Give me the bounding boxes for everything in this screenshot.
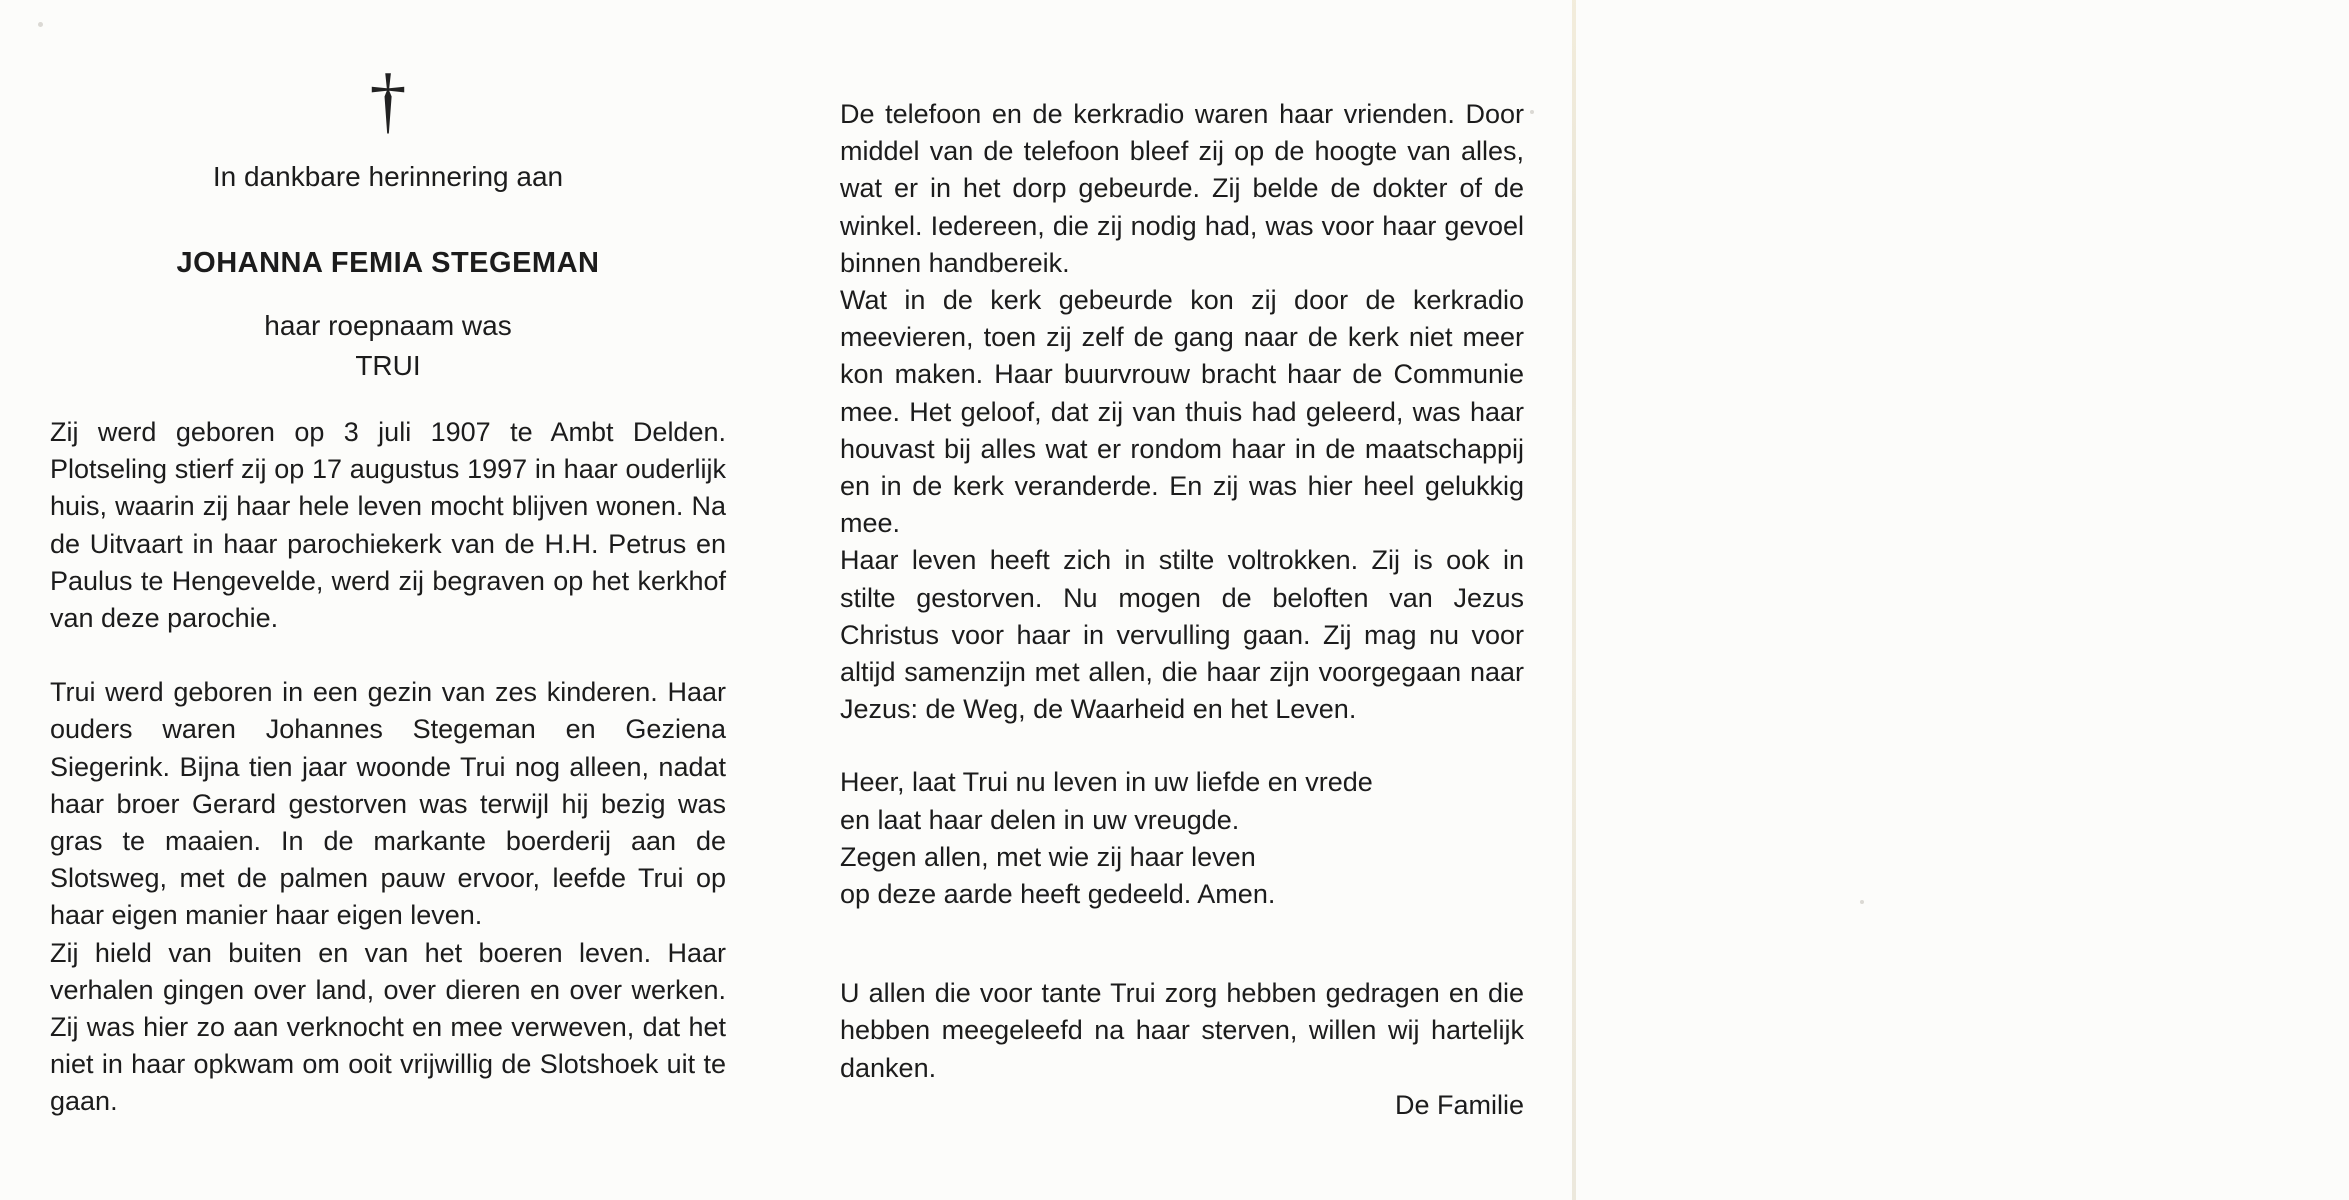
cross-icon: †: [369, 60, 407, 142]
card-fold-line: [1572, 0, 1576, 1200]
right-column: [840, 96, 1524, 1124]
prayer-line-2: en laat haar delen in uw vreugde.: [840, 804, 1240, 835]
right-paragraph-2: Wat in de kerk gebeurde kon zij door de kerkradio meevieren, toen zij zelf de gang naar de kerk niet meer kon maken. Haar buurvrouw bracht haar de Communie mee. Het geloof, dat zij van thuis had geleerd, was haar houvast bij alles wat er rondom haar in de maatschappij en in de kerk veranderde. En zij was hier heel gelukkig mee.: [840, 285, 1524, 539]
family-signature: De Familie: [1394, 1089, 1524, 1120]
scan-speck: [1530, 110, 1534, 114]
prayer-line-4: op deze aarde heeft gedeeld. Amen.: [840, 879, 1276, 910]
right-paragraph-3: Haar leven heeft zich in stilte voltrokken. Zij is ook in stilte gestorven. Nu mogen de beloften van Jezus Christus voor haar in vervulling gaan. Zij mag nu voor altijd samenzijn met allen, die haar zijn voorgegaan naar Jezus: de Weg, de Waarheid en het Leven.: [840, 545, 1524, 725]
left-paragraph-1: Zij werd geboren op 3 juli 1907 te Ambt Delden. Plotseling stierf zij op 17 augustus 1997 in haar ouderlijk huis, waarin zij haar hele leven mocht blijven wonen. Na de Uitvaart in haar parochiekerk van de H.H. Petrus en Paulus te Hengevelde, werd zij begraven op het kerkhof van deze parochie.: [50, 417, 726, 634]
prayer: [840, 764, 1524, 913]
left-column: [50, 62, 726, 1121]
prayer-line-1: Heer, laat Trui nu leven in uw liefde en vrede: [840, 767, 1373, 798]
nickname-label: haar roepnaam was: [264, 310, 512, 341]
deceased-name: JOHANNA FEMIA STEGEMAN: [176, 247, 600, 279]
scan-speck: [1860, 900, 1864, 904]
right-paragraph-1: De telefoon en de kerkradio waren haar vrienden. Door middel van de telefoon bleef zij op de hoogte van alles, wat er in het dorp gebeurde. Zij belde de dokter of de winkel. Iedereen, die zij nodig had, was voor haar gevoel binnen handbereik.: [840, 99, 1524, 278]
prayer-line-3: Zegen allen, met wie zij haar leven: [840, 841, 1256, 872]
left-paragraph-2: Trui werd geboren in een gezin van zes kinderen. Haar ouders waren Johannes Stegeman en Geziena Siegerink. Bijna tien jaar woonde Trui nog alleen, nadat haar broer Gerard gestorven was terwijl hij bezig was gras te maaien. In de markante boerderij aan de Slotsweg, met de palmen pauw ervoor, leefde Trui op haar eigen manier haar eigen leven.: [50, 677, 726, 931]
closing-paragraph: U allen die voor tante Trui zorg hebben gedragen en die hebben meegeleefd na haar sterven, willen wij hartelijk danken.: [840, 978, 1524, 1083]
left-paragraph-3: Zij hield van buiten en van het boeren leven. Haar verhalen gingen over land, over dieren en over werken. Zij was hier zo aan verknocht en mee verweven, dat het niet in haar opkwam om ooit vrijwillig de Slotshoek uit te gaan.: [50, 937, 726, 1117]
scan-speck: [38, 22, 43, 27]
intro-text: In dankbare herinnering aan: [212, 161, 564, 192]
nickname: TRUI: [355, 350, 421, 381]
